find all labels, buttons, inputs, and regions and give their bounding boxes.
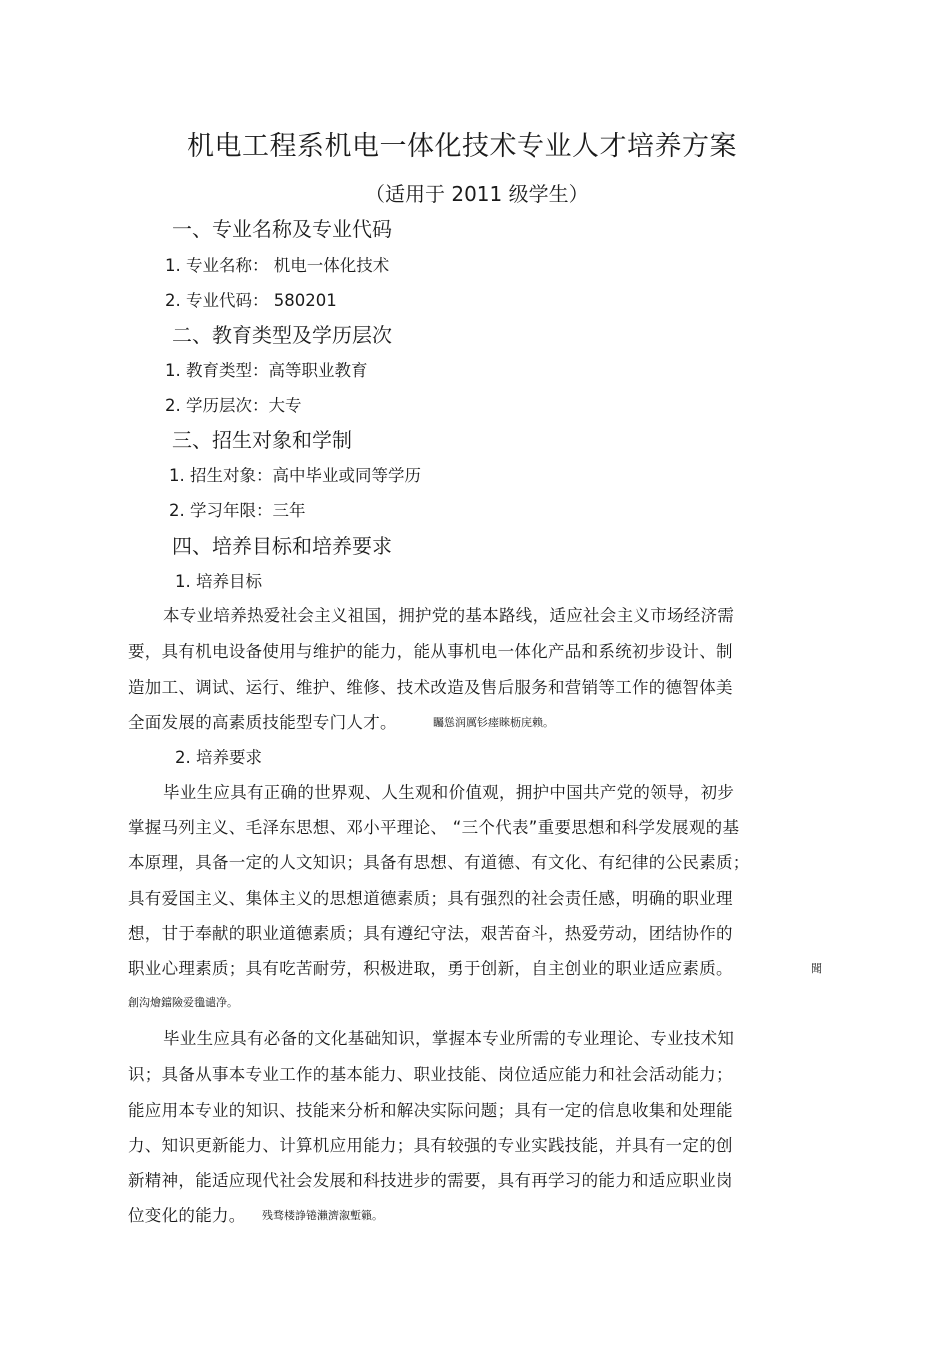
para1-line: 造加工、调试、运行、维护、维修、技术改造及售后服务和营销等工作的德智体美 <box>128 678 733 697</box>
para1-line: 要，具有机电设备使用与维护的能力，能从事机电一体化产品和系统初步设计、制 <box>128 642 733 661</box>
section1-item1: 1. 专业名称： 机电一体化技术 <box>165 256 390 275</box>
section3-heading: 三、招生对象和学制 <box>172 428 352 452</box>
para2-line: 具有爱国主义、集体主义的思想道德素质；具有强烈的社会责任感，明确的职业理 <box>128 889 733 908</box>
para3-line: 新精神，能适应现代社会发展和科技进步的需要，具有再学习的能力和适应职业岗 <box>128 1171 733 1190</box>
footnote-text: 創沟燴鐺險爱氇谴净。 <box>128 996 238 1009</box>
document-title: 机电工程系机电一体化技术专业人才培养方案 <box>187 131 737 162</box>
section2-heading: 二、教育类型及学历层次 <box>172 323 392 347</box>
footnote-text: 残骛楼諍锩瀨濟溆塹籟。 <box>262 1209 383 1222</box>
section4-sub2: 2. 培养要求 <box>175 748 262 767</box>
footnote-text: 矚慫润厲钐瘗睞枥庑赖。 <box>433 716 554 729</box>
para3-line: 毕业生应具有必备的文化基础知识，掌握本专业所需的专业理论、专业技术知 <box>163 1029 735 1048</box>
section3-item1: 1. 招生对象：高中毕业或同等学历 <box>169 466 421 485</box>
section3-item2: 2. 学习年限：三年 <box>169 501 306 520</box>
section2-item1: 1. 教育类型：高等职业教育 <box>165 361 368 380</box>
para2-line: 想，甘于奉献的职业道德素质；具有遵纪守法，艰苦奋斗，热爱劳动，团结协作的 <box>128 924 733 943</box>
document-subtitle: （适用于 2011 级学生） <box>365 182 589 206</box>
para2-line: 掌握马列主义、毛泽东思想、邓小平理论、 “三个代表”重要思想和科学发展观的基 <box>128 818 740 837</box>
para2-line: 职业心理素质；具有吃苦耐劳，积极进取，勇于创新，自主创业的职业适应素质。 <box>128 959 733 978</box>
para3-line: 识；具备从事本专业工作的基本能力、职业技能、岗位适应能力和社会活动能力； <box>128 1065 733 1084</box>
section4-sub1: 1. 培养目标 <box>175 572 262 591</box>
section4-heading: 四、培养目标和培养要求 <box>172 534 392 558</box>
footnote-text: 聞 <box>811 962 822 975</box>
para1-line: 本专业培养热爱社会主义祖国，拥护党的基本路线，适应社会主义市场经济需 <box>163 606 735 625</box>
para1-line: 全面发展的高素质技能型专门人才。 <box>128 713 397 732</box>
section1-item2: 2. 专业代码： 580201 <box>165 291 337 310</box>
para2-line: 本原理，具备一定的人文知识；具备有思想、有道德、有文化、有纪律的公民素质； <box>128 853 750 872</box>
para2-line: 毕业生应具有正确的世界观、人生观和价值观，拥护中国共产党的领导，初步 <box>163 783 735 802</box>
para3-line: 能应用本专业的知识、技能来分析和解决实际问题；具有一定的信息收集和处理能 <box>128 1101 733 1120</box>
section2-item2: 2. 学历层次：大专 <box>165 396 302 415</box>
para3-line: 力、知识更新能力、计算机应用能力；具有较强的专业实践技能，并具有一定的创 <box>128 1136 733 1155</box>
section1-heading: 一、专业名称及专业代码 <box>172 217 392 241</box>
para3-line: 位变化的能力。 <box>128 1206 246 1225</box>
